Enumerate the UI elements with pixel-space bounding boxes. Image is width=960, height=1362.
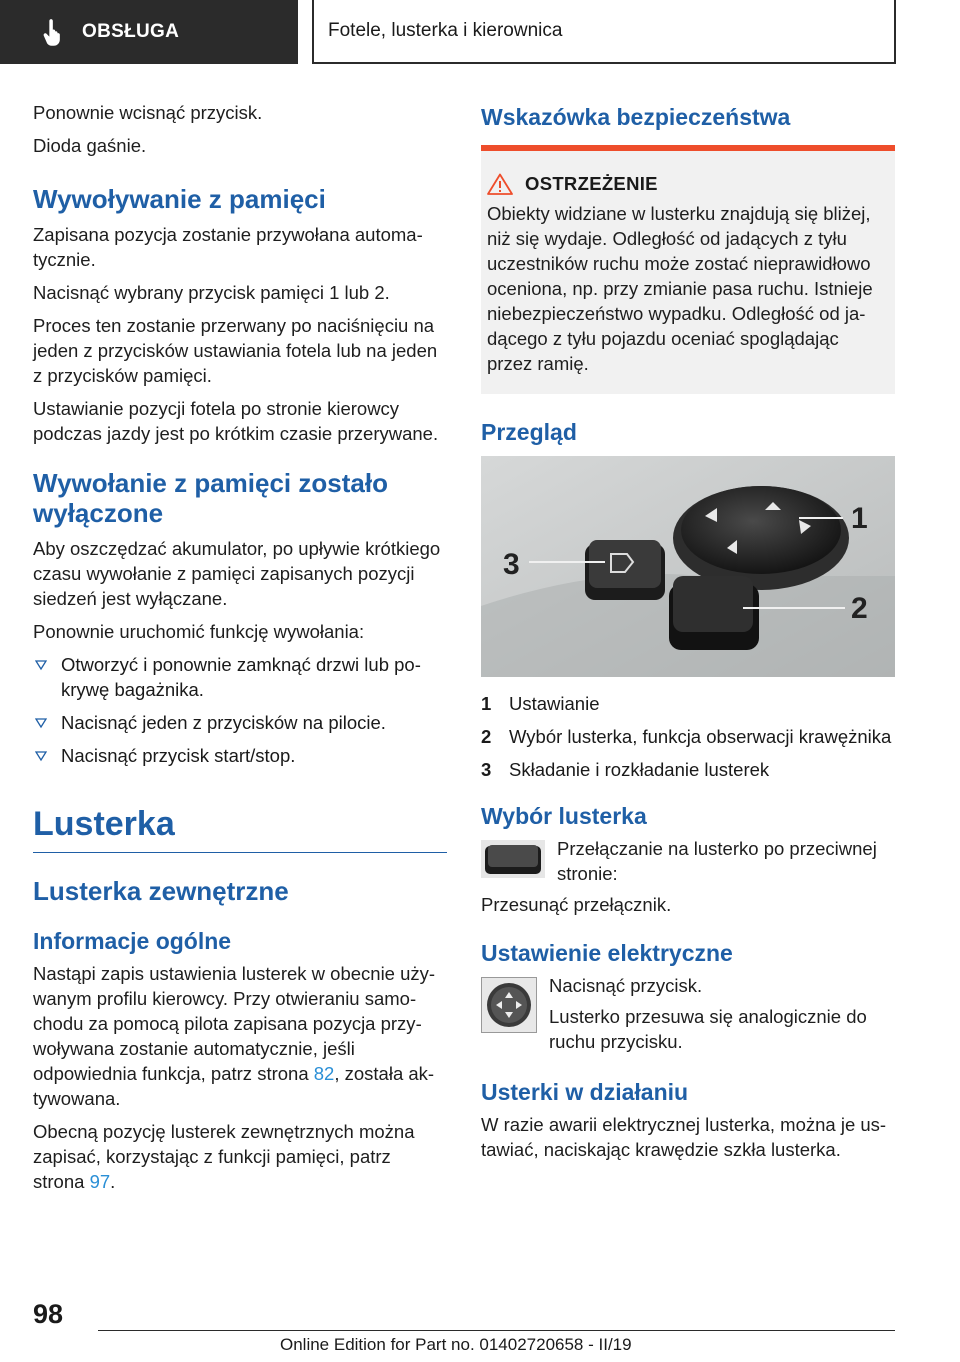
heading-overview: Przegląd [481, 419, 577, 445]
paragraph: Nacisnąć wybrany przycisk pamięci 1 lub 2. [33, 282, 390, 303]
adjust-knob-icon [481, 977, 537, 1033]
hand-pointer-icon [40, 18, 68, 46]
list-item: Nacisnąć jeden z przycisków na pilocie. [33, 710, 447, 735]
paragraph: Nastąpi zapis ustawienia lusterek w obecnie używanym profilu kierowcy. Przy otwieraniu samochodu za pomocą pilota zapisana pozycja przywoływana zostanie automatycznie, jeśli odpowiednia funkcja, patrz strona 82, została aktywowana. [33, 963, 436, 1109]
paragraph: Ponownie uruchomić funkcję wywołania: [33, 621, 365, 642]
list-item: 2 Wybór lusterka, funkcja obserwacji krawężnika [481, 726, 892, 747]
mirror-switch-illustration [481, 456, 895, 677]
paragraph: Obecną pozycję lusterek zewnętrznych można zapisać, korzystając z funkcji pamięci, patrz strona 97. [33, 1121, 415, 1192]
paragraph: Aby oszczędzać akumulator, po upływie krótkiego czasu wywołanie z pamięci zapisanych pozycji siedzeń jest wyłączane. [33, 538, 441, 609]
numbered-list [481, 691, 895, 782]
heading-mirror-select: Wybór lusterka [481, 803, 647, 829]
footer-divider [98, 1330, 895, 1331]
right-column [481, 100, 895, 1170]
selector-switch-icon [481, 840, 545, 878]
paragraph: Przełączanie na lusterko po przeciwnej stronie: [557, 838, 877, 884]
triangle-bullet-icon [35, 659, 47, 671]
warning-triangle-icon [487, 173, 513, 195]
paragraph: Przesunąć przełącznik. [481, 894, 672, 915]
photo-label-3: 3 [503, 548, 520, 581]
heading-faults: Usterki w działaniu [481, 1079, 689, 1105]
page-link-97[interactable]: 97 [89, 1171, 111, 1192]
heading-recall: Wywoływanie z pamięci [33, 184, 326, 214]
mirror-controls-photo [481, 456, 895, 677]
list-item: 1 Ustawianie [481, 693, 600, 714]
warning-text: Obiekty widziane w lusterku znajdują się bliżej, niż się wydaje. Odległość od jadących z tyłu uczestników ruchu może zostać nieprawidłowo oceniona, np. przy zmianie pasa ruchu. Istnieje niebezpieczeństwo wypadku. Odległość od jadącego z tyłu pojazdu oceniać spoglądając przez ramię. [487, 203, 873, 374]
heading-exterior-mirrors: Lusterka zewnętrzne [33, 876, 289, 906]
chapter-title: Fotele, lusterka i kierownica [312, 0, 896, 64]
triangle-bullet-icon [35, 717, 47, 729]
page-link-82[interactable]: 82 [313, 1063, 335, 1084]
section-label: OBSŁUGA [82, 21, 180, 42]
paragraph: Lusterko przesuwa się analogicznie do ruchu przycisku. [549, 1006, 867, 1052]
list-item: 3 Składanie i rozkładanie lusterek [481, 759, 770, 780]
paragraph: Nacisnąć przycisk. [549, 975, 703, 996]
heading-mirrors: Lusterka [33, 804, 447, 853]
paragraph: Dioda gaśnie. [33, 135, 147, 156]
list-item: Nacisnąć przycisk start/stop. [33, 743, 447, 768]
paragraph: Ustawianie pozycji fotela po stronie kierowcy podczas jazdy jest po krótkim czasie przerywane. [33, 398, 439, 444]
paragraph: Ponownie wcisnąć przycisk. [33, 102, 263, 123]
paragraph: W razie awarii elektrycznej lusterka, można je ustawiać, naciskając krawędzie szkła lusterka. [481, 1114, 887, 1160]
list-item: Otworzyć i ponownie zamknąć drzwi lub pokrywę bagażnika. [33, 652, 447, 702]
warning-box [481, 145, 895, 394]
bullet-list [33, 652, 447, 768]
photo-label-1: 1 [851, 502, 868, 535]
triangle-bullet-icon [35, 750, 47, 762]
heading-recall-disabled: Wywołanie z pamięci zostało wyłączone [33, 468, 388, 528]
photo-label-2: 2 [851, 592, 868, 625]
heading-electric-adjust: Ustawienie elektryczne [481, 940, 733, 966]
heading-safety: Wskazówka bezpieczeństwa [481, 104, 791, 130]
left-column [33, 100, 447, 1202]
warning-title: OSTRZEŻENIE [525, 173, 658, 194]
paragraph: Proces ten zostanie przerwany po naciśnięciu na jeden z przycisków ustawiania fotela lub na jeden z przycisków pamięci. [33, 315, 438, 386]
edition-note: Online Edition for Part no. 01402720658 - II/19 [280, 1335, 632, 1354]
heading-general-info: Informacje ogólne [33, 928, 232, 954]
section-tab [0, 0, 298, 64]
page-number: 98 [33, 1299, 64, 1329]
paragraph: Zapisana pozycja zostanie przywołana automatycznie. [33, 224, 423, 270]
